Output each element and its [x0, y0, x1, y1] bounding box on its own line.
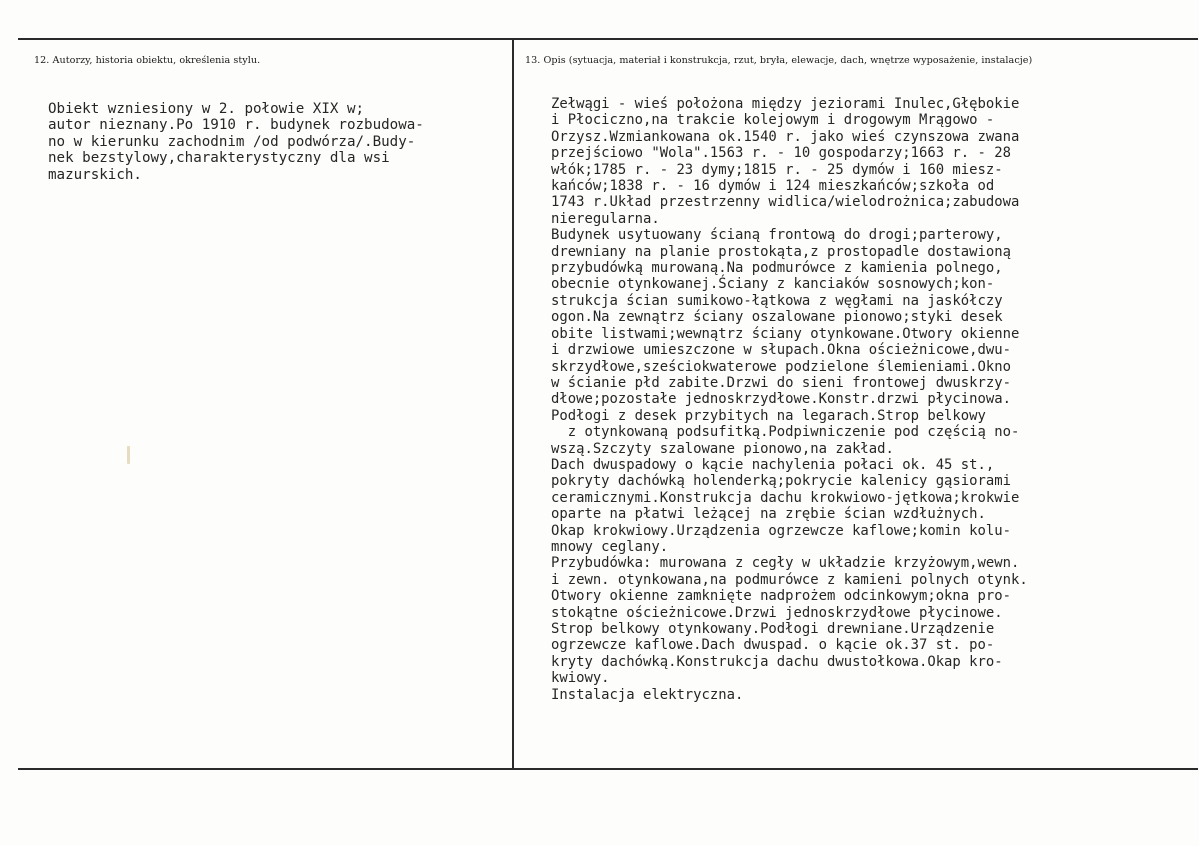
top-rule: [18, 38, 1198, 40]
typed-line: 1743 r.Układ przestrzenny widlica/wielodrożnica;zabudowa: [551, 194, 1020, 211]
typed-line: Dach dwuspadowy o kącie nachylenia połaci ok. 45 st.,: [551, 456, 995, 473]
typed-line: Przybudówka: murowana z cegły w układzie krzyżowym,wewn.: [551, 555, 1020, 572]
typed-line: nieregularna.: [551, 210, 660, 227]
typed-line: przejściowo "Wola".1563 r. - 10 gospodarzy;1663 r. - 28: [551, 145, 1011, 162]
typed-line: pokryty dachówką holenderką;pokrycie kalenicy gąsiorami: [551, 473, 1011, 490]
typed-line: włók;1785 r. - 23 dymy;1815 r. - 25 dymów i 160 miesz-: [551, 161, 1003, 178]
typed-line: Okap krokwiowy.Urządzenia ogrzewcze kaflowe;komin kolu-: [551, 522, 1011, 539]
typed-line: Orzysz.Wzmiankowana ok.1540 r. jako wieś czynszowa zwana: [551, 128, 1020, 145]
typed-line: kańców;1838 r. - 16 dymów i 124 mieszkańców;szkoła od: [551, 178, 995, 195]
typed-line: oparte na płatwi leżącej na zrębie ścian wzdłużnych.: [551, 506, 986, 523]
typed-line: autor nieznany.Po 1910 r. budynek rozbudowa-: [48, 117, 424, 134]
typed-line: Otwory okienne zamknięte nadprożem odcinkowym;okna pro-: [551, 588, 1011, 605]
typed-line: obite listwami;wewnątrz ściany otynkowane.Otwory okienne: [551, 325, 1020, 342]
section-13-heading: 13. Opis (sytuacja, materiał i konstrukcja, rzut, bryła, elewacje, dach, wnętrze wyposażenie, instalacje): [525, 55, 1033, 66]
typed-line: w ścianie płd zabite.Drzwi do sieni frontowej dwuskrzy-: [551, 374, 1011, 391]
typed-line: ogrzewcze kaflowe.Dach dwuspad. o kącie ok.37 st. po-: [551, 637, 995, 654]
typed-line: drewniany na planie prostokąta,z prostopadle dostawioną: [551, 243, 1011, 260]
typed-line: dłowe;pozostałe jednoskrzydłowe.Konstr.drzwi płycinowa.: [551, 391, 1011, 408]
typed-line: Budynek usytuowany ścianą frontową do drogi;parterowy,: [551, 227, 1003, 244]
section-12-heading: 12. Autorzy, historia obiektu, określenia stylu.: [34, 55, 261, 66]
typed-line: Strop belkowy otynkowany.Podłogi drewniane.Urządzenie: [551, 621, 995, 637]
typed-line: ogon.Na zewnątrz ściany oszalowane pionowo;styki desek: [551, 309, 1003, 326]
typed-line: ceramicznymi.Konstrukcja dachu krokwiowo-jętkowa;krokwie: [551, 489, 1020, 506]
typed-line: wszą.Szczyty szalowane pionowo,na zakład.: [551, 440, 894, 457]
typed-line: Podłogi z desek przybitych na legarach.Strop belkowy: [551, 407, 986, 424]
typed-line: Instalacja elektryczna.: [551, 686, 744, 703]
typed-line: no w kierunku zachodnim /od podwórza/.Budy-: [48, 133, 416, 150]
typed-line: stokątne ościeżnicowe.Drzwi jednoskrzydłowe płycinowe.: [551, 604, 1003, 621]
typed-line: nek bezstylowy,charakterystyczny dla wsi: [48, 150, 390, 167]
bottom-rule: [18, 768, 1198, 770]
typed-line: i Płociczno,na trakcie kolejowym i drogowym Mrągowo -: [551, 112, 995, 129]
typed-line: kryty dachówką.Konstrukcja dachu dwustołkowa.Okap kro-: [551, 653, 1003, 670]
typed-line: Obiekt wzniesiony w 2. połowie XIX w;: [48, 101, 365, 117]
typed-line: przybudówką murowaną.Na podmurówce z kamienia polnego,: [551, 260, 1003, 277]
paper-speck: [127, 446, 130, 464]
description-typed-text: [551, 96, 1028, 703]
typed-line: mazurskich.: [48, 166, 142, 183]
typed-line: Zełwągi - wieś położona między jeziorami Inulec,Głębokie: [551, 96, 1020, 112]
typed-line: obecnie otynkowanej.Ściany z kanciaków sosnowych;kon-: [551, 276, 995, 293]
typed-line: kwiowy.: [551, 670, 610, 687]
history-typed-text: [48, 101, 424, 183]
column-divider: [512, 38, 514, 769]
typed-line: i zewn. otynkowana,na podmurówce z kamieni polnych otynk.: [551, 571, 1028, 588]
typed-line: skrzydłowe,sześciokwaterowe podzielone ślemieniami.Okno: [551, 358, 1011, 375]
typed-line: z otynkowaną podsufitką.Podpiwniczenie pod częścią no-: [551, 424, 1020, 441]
typed-line: mnowy ceglany.: [551, 538, 669, 555]
typed-line: strukcja ścian sumikowo-łątkowa z węgłami na jaskółczy: [551, 292, 1003, 309]
typed-line: i drzwiowe umieszczone w słupach.Okna ościeżnicowe,dwu-: [551, 342, 1011, 359]
